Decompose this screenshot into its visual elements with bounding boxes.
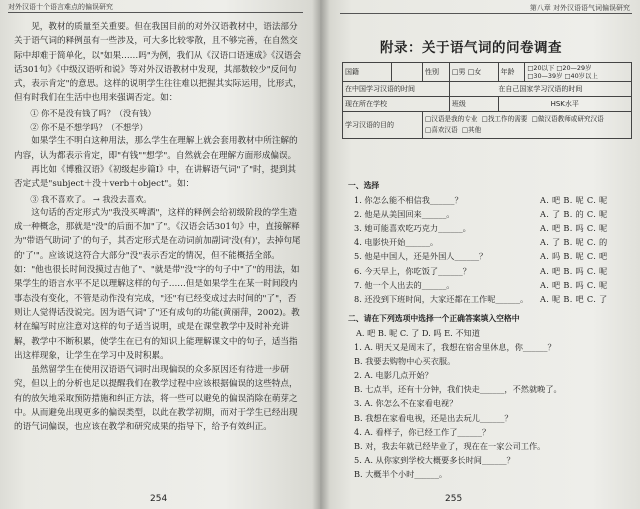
dialogue-line: B. 我要去购物中心买衣服。 [354, 356, 456, 367]
question-text: 6. 今天早上，你吃饭了______？ [354, 265, 471, 276]
appendix-title: 附录：关于语气词的问卷调查 [380, 40, 562, 56]
right-header-rule [340, 13, 632, 14]
china-study-time-label: 在中国学习汉语的时间 [343, 82, 450, 97]
dialogue-line: 4. A. 看样子，你已经工作了______？ [354, 426, 491, 437]
section-2-options: A. 吧 B. 呢 C. 了 D. 吗 E. 不知道 [356, 327, 480, 338]
gender-options[interactable] [449, 63, 498, 82]
purpose-option[interactable]: □做汉语教师或研究汉语 [531, 115, 604, 123]
example-line: ① 你不是没有钱了吗？（没有钱） [30, 107, 156, 118]
table-row [343, 82, 632, 97]
school-label: 现在所在学校 [343, 97, 450, 112]
dialogue-line: B. 对，我去年就已经毕业了，现在在一家公司工作。 [354, 440, 546, 451]
question-row [348, 292, 633, 306]
answer-options[interactable]: A. 吧 B. 吗 C. 呢 [540, 223, 608, 234]
left-running-header: 对外汉语十个语言难点的偏误研究 [8, 3, 113, 11]
answer-options[interactable]: A. 吧 B. 呢 C. 呢 [540, 195, 608, 206]
purpose-option[interactable]: □找工作的需要 [481, 115, 528, 123]
question-text: 5. 他是中国人，还是外国人______？ [354, 251, 488, 262]
paragraph: 虽然留学生在使用汉语语气词时出现偏误的众多原因还有待进一步研究，但以上的分析也足以提醒我们在教学过程中应该根据偏误的这些特点，有的放矢地采取预防措施和纠正方法，将一些可以避免的偏误消除在萌芽之中。从而避免出现更多的偏误类型，以此在教学初期，而对于学生已经出现的语气词偏误，也应该在教学和研究成果的指导下，给予有效纠正。 [14, 365, 298, 433]
paragraph: 再比如《博雅汉语》《初级起步篇Ⅰ》中，在讲解语气词"了"时，提到其否定式是"subject＋没＋verb＋object"。如： [14, 164, 297, 190]
purpose-option[interactable]: □喜欢汉语 [425, 126, 458, 134]
question-row [348, 207, 633, 221]
answer-options[interactable]: A. 吧 B. 吗 C. 呢 [540, 279, 608, 290]
right-running-header: 第八章 对外汉语语气词偏误研究 [529, 4, 630, 12]
dialogue-line: 3. A. 你怎么不在家看电视？ [354, 398, 458, 409]
section-1-title: 一、选择 [348, 181, 380, 190]
question-row [348, 278, 633, 292]
right-page-number: 255 [445, 494, 463, 504]
answer-options[interactable]: A. 呢 B. 吧 C. 了 [540, 293, 608, 304]
nationality-blank[interactable] [392, 63, 423, 82]
question-text: 2. 他是从美国回来______。 [354, 209, 455, 220]
age-label: 年龄 [498, 63, 525, 82]
purpose-option[interactable]: □其他 [461, 126, 482, 134]
answer-options[interactable]: A. 了 B. 的 C. 呢 [540, 209, 608, 220]
question-text: 8. 还没到下班时间，大家还都在工作呢______。 [354, 293, 529, 304]
question-text: 1. 你怎么能不相信我______？ [354, 195, 463, 206]
section-2-title: 二、请在下列选项中选择一个正确答案填入空格中 [348, 313, 520, 323]
answer-options[interactable]: A. 吗 B. 呢 C. 吧 [540, 251, 608, 262]
question-text: 7. 他一个人出去的______。 [354, 279, 455, 290]
purpose-option[interactable]: □汉语是我的专业 [425, 115, 478, 123]
paragraph: 这句话的否定形式为"我没买啤酒"，这样的释例会给初级阶段的学生造成一种概念，那就是"没"的后面不加"了"。《汉语会话301句》中，直接解释为"带语气助词'了'的句子，其否定形式是在动词前加副词'没(有)'，去掉句尾的'了'"。应该说这符合大部分"没"表示否定的情况，但不能概括全部。如："他也很长时间没摸过吉他了"、"就是带"没"字的句子中"了"的用法，如果学生的语言水平不足以理解这样的句子……但是如果学生在某一时间段内事态没有变化，不管是动作没有完成，"还"有已经变成过去时间的"了"，否则让人觉得话没说完。因为语气词"了"还有成句的功能(黄丽萍，2002)。教材在编写时应注意对这样的句子适当说明，或是在课堂教学中及时补充讲解，教学中不断积累，使学生在已有的知识上能理解课文中的句子，适当指出这样现象，让学生在学习中及时积累。 [14, 207, 301, 361]
home-study-time-label: 在自己国家学习汉语的时间 [449, 82, 631, 97]
question-row [348, 221, 633, 235]
dialogue-line: 5. A. 从你家到学校大概要多长时间______？ [354, 454, 515, 465]
purpose-label: 学习汉语的目的 [343, 112, 423, 139]
left-page-number: 254 [150, 494, 168, 504]
dialogue-line: 1. A. 明天又是周末了，我想在宿舍里休息，你______？ [354, 342, 556, 353]
table-row [343, 97, 632, 112]
gender-female-checkbox[interactable]: □女 [467, 68, 482, 76]
question-row [348, 264, 633, 278]
hsk-label: HSK水平 [498, 97, 631, 112]
gender-label: 性别 [423, 63, 450, 82]
nationality-label: 国籍 [343, 63, 392, 82]
dialogue-line: B. 七点半，还有十分钟，我们快走______，不然就晚了。 [354, 384, 562, 395]
question-row [348, 249, 633, 263]
age-options[interactable] [525, 63, 632, 82]
dialogue-line: B. 大概半个小时______。 [354, 468, 448, 479]
class-label: 班级 [449, 97, 498, 112]
question-row [348, 193, 633, 207]
paragraph: 见，教材的质量至关重要。但在我国目前的对外汉语教材中，语法部分关于语气词的释例虽有一些涉及，可大多比较零散，且不够完善，在自然交际中却难于简单化，以"如果……吗"为例，我们从《汉语口语速成》《汉语会话301句》《中级汉语听和说》等对外汉语教材中发现，其部数较少"反问句式，表示肯定"的意思。这样的说明学生往往难以把握其实际运用，比形式，但有时我们在生活中也用来强调否定。如： [14, 22, 302, 104]
left-body-text [14, 20, 302, 435]
left-header-rule [8, 12, 303, 13]
age-option[interactable]: □40岁以上 [564, 72, 598, 80]
age-option[interactable]: □20—29岁 [556, 64, 592, 72]
paragraph: 如果学生不明白这种用法，那么学生在理解上就会套用教材中所注解的内容，认为都表示肯定，即"有钱""想学"。自然就会在理解方面形成偏误。 [14, 136, 298, 161]
right-page [320, 0, 640, 509]
question-text: 3. 她可能喜欢吃巧克力______。 [354, 223, 471, 234]
survey-info-table [342, 62, 632, 139]
book-gutter-shadow [312, 0, 330, 509]
questionnaire-body [348, 179, 633, 481]
gender-male-checkbox[interactable]: □男 [451, 68, 466, 76]
question-text: 4. 电影快开始______。 [354, 237, 439, 248]
age-option[interactable]: □20以下 [527, 64, 555, 72]
table-row [343, 112, 632, 139]
question-row [348, 235, 633, 249]
answer-options[interactable]: A. 吧 B. 吗 C. 呢 [540, 265, 608, 276]
dialogue-line: B. 我想在家看电视，还是出去玩儿______？ [354, 412, 513, 423]
table-row [343, 63, 632, 82]
example-line: ③ 我不喜欢了。 → 我没去喜欢。 [30, 193, 152, 204]
example-line: ② 你不是不想学吗？（不想学） [30, 122, 148, 133]
purpose-options[interactable] [423, 112, 632, 139]
age-option[interactable]: □30—39岁 [527, 72, 563, 80]
answer-options[interactable]: A. 了 B. 呢 C. 的 [540, 237, 608, 248]
dialogue-line: 2. A. 电影几点开始？ [354, 370, 433, 381]
